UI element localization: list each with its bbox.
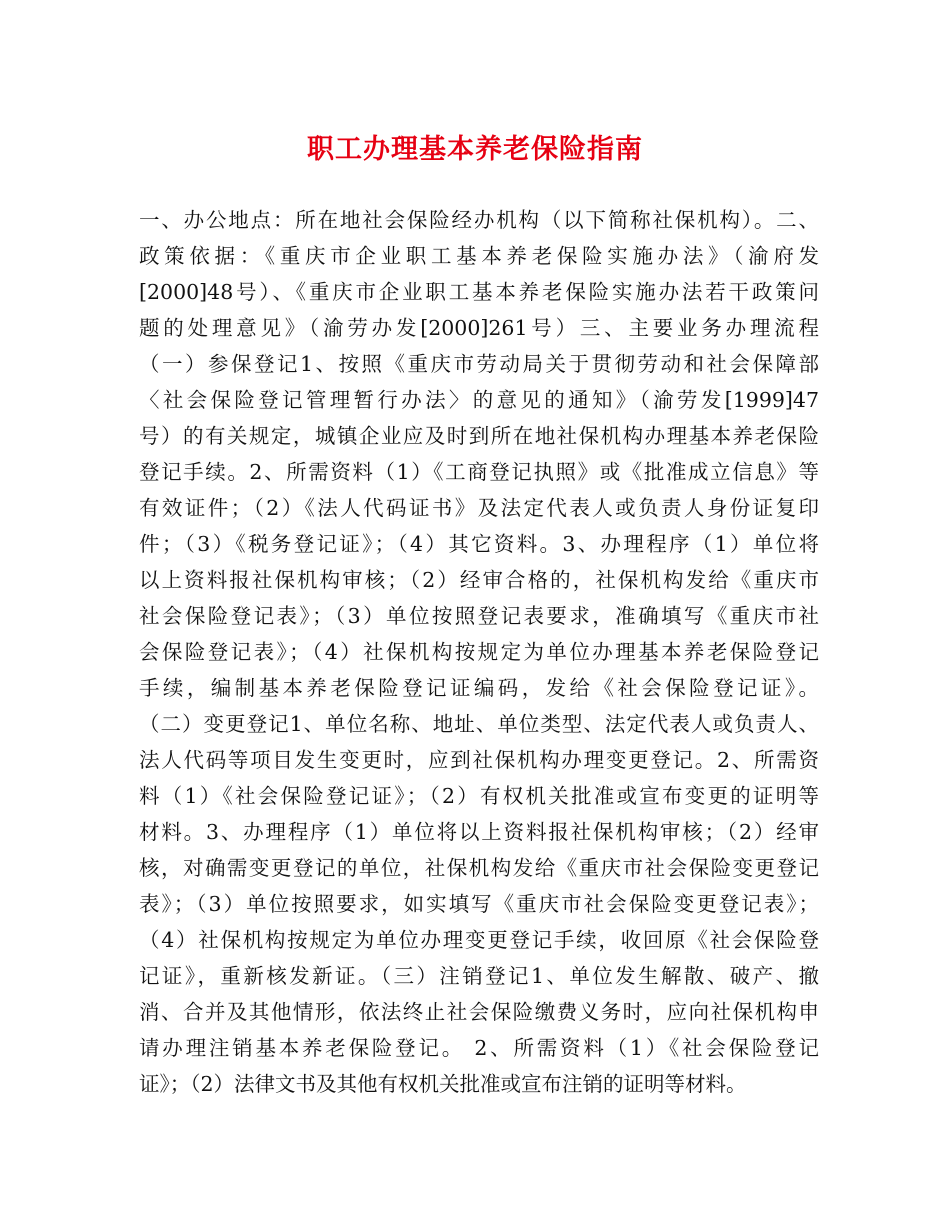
body-line: 核，对确需变更登记的单位，社保机构发给《重庆市社会保险变更登记 (139, 856, 819, 880)
body-line: 题的处理意见》（渝劳办发[2000]261号）三、主要业务办理流程 (139, 316, 819, 340)
body-line: 料（1）《社会保险登记证》；（2）有权机关批准或宣布变更的证明等 (139, 784, 819, 808)
body-line: 消、合并及其他情形，依法终止社会保险缴费义务时，应向社保机构申 (139, 1000, 819, 1024)
body-line: 请办理注销基本养老保险登记。 2、所需资料（1）《社会保险登记 (139, 1036, 819, 1060)
body-line: [2000]48号）、《重庆市企业职工基本养老保险实施办法若干政策问 (139, 280, 819, 304)
body-line: 一、办公地点：所在地社会保险经办机构（以下简称社保机构）。二、 (139, 208, 819, 232)
body-line: （二）变更登记1、单位名称、地址、单位类型、法定代表人或负责人、 (139, 712, 819, 736)
body-line: 社会保险登记表》；（3）单位按照登记表要求，准确填写《重庆市社 (139, 604, 819, 628)
body-line: 件；（3）《税务登记证》；（4）其它资料。3、办理程序（1）单位将 (139, 532, 819, 556)
body-line: 有效证件；（2）《法人代码证书》及法定代表人或负责人身份证复印 (139, 496, 819, 520)
body-line: 证》；（2）法律文书及其他有权机关批准或宣布注销的证明等材料。 (139, 1072, 747, 1096)
body-line: 以上资料报社保机构审核；（2）经审合格的，社保机构发给《重庆市 (139, 568, 819, 592)
body-line: 手续，编制基本养老保险登记证编码，发给《社会保险登记证》。 (139, 676, 819, 700)
body-line: 号）的有关规定，城镇企业应及时到所在地社保机构办理基本养老保险 (139, 424, 819, 448)
body-line: （4）社保机构按规定为单位办理变更登记手续，收回原《社会保险登 (139, 928, 819, 952)
body-line: （一）参保登记1、按照《重庆市劳动局关于贯彻劳动和社会保障部 (139, 352, 819, 376)
body-line: 表》；（3）单位按照要求，如实填写《重庆市社会保险变更登记表》； (139, 892, 819, 916)
body-line: 记证》，重新核发新证。（三）注销登记1、单位发生解散、破产、撤 (139, 964, 819, 988)
body-line: 〈社会保险登记管理暂行办法〉的意见的通知》（渝劳发[1999]47 (139, 388, 819, 412)
document-body (139, 202, 819, 1102)
body-line: 政策依据：《重庆市企业职工基本养老保险实施办法》（渝府发 (139, 244, 819, 268)
body-line: 登记手续。2、所需资料（1）《工商登记执照》或《批准成立信息》等 (139, 460, 819, 484)
document-title: 职工办理基本养老保险指南 (307, 134, 643, 165)
body-line: 会保险登记表》；（4）社保机构按规定为单位办理基本养老保险登记 (139, 640, 819, 664)
body-line: 法人代码等项目发生变更时，应到社保机构办理变更登记。2、所需资 (139, 748, 819, 772)
body-line: 材料。3、办理程序（1）单位将以上资料报社保机构审核；（2）经审 (139, 820, 819, 844)
